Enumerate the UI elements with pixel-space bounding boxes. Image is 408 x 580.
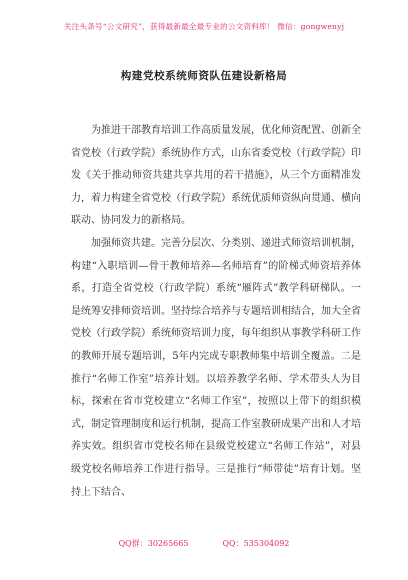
qq-group-number: 30265665 [147, 539, 189, 548]
qq-number: 535304092 [243, 539, 290, 548]
footer-contact [0, 538, 408, 549]
document-title: 构建党校系统师资队伍建设新格局 [120, 70, 288, 82]
paragraph-strengthen-cobuild: 加强师资共建。完善分层次、分类别、递进式师资培训机制，构建“入职培训—骨干教师培养—名师培育”的阶梯式师资培养体系，打造全省党校（行政学院）系统“雁阵式”教学科研梯队。一是统筹安排师资培训。坚持综合培养与专题培训相结合，加大全省党校（行政学院）系统师资培训力度，每年组织从事教学科研工作的教师开展专题培训，5年内完成专职教师集中培训全覆盖。二是推行“名师工作室”培养计划。以培养教学名师、学术带头人为目标，探索在省市党校建立“名师工作室”，按照以上带下的组织模式，制定管理制度和运行机制，提高工作室教研成果产出和人才培养实效。组织省市党校名师在县级党校建立“名师工作站”，对县级党校名师培养工作进行指导。三是推行“师带徒”培育计划。坚持上下结合、 [71, 237, 361, 498]
qq-label: QQ： [222, 539, 244, 548]
header-promo-note: 关注头条号“公文研究”，获得最新最全最专业的公文资料库！ 微信：gongwenyj [63, 22, 345, 31]
qq-group-label: QQ群： [118, 539, 148, 548]
document-body [71, 120, 361, 504]
paragraph-intro: 为推进干部教育培训工作高质量发展，优化师资配置、创新全省党校（行政学院）系统协作方式，山东省委党校（行政学院）印发《关于推动师资共建共享共用的若干措施》，从三个方面精准发力，着力构建全省党校（行政学院）系统优质师资纵向贯通、横向联动、协同发力的新格局。 [71, 125, 361, 227]
